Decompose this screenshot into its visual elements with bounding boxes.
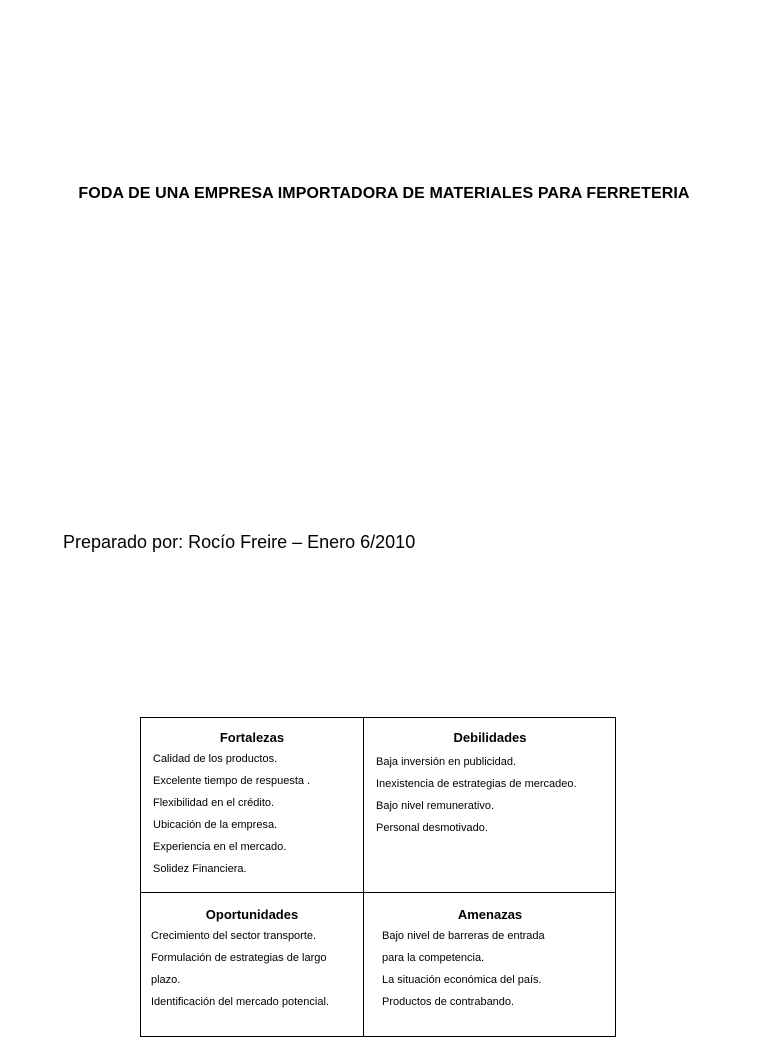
list-item: Solidez Financiera. (153, 863, 247, 875)
list-item: Flexibilidad en el crédito. (153, 797, 275, 809)
list-oportunidades (141, 925, 363, 1013)
list-item: Baja inversión en publicidad. (376, 756, 517, 768)
cell-fortalezas (141, 718, 363, 880)
list-item: Crecimiento del sector transporte. (151, 930, 317, 942)
heading-debilidades: Debilidades (453, 730, 527, 745)
list-debilidades (364, 751, 616, 839)
cell-debilidades (364, 718, 616, 839)
list-item: Excelente tiempo de respuesta . (153, 775, 311, 787)
swot-table (140, 717, 616, 1037)
list-item: La situación económica del país. (382, 974, 542, 986)
heading-oportunidades: Oportunidades (205, 907, 299, 922)
cell-amenazas (364, 893, 616, 1013)
heading-fortalezas: Fortalezas (219, 730, 285, 745)
list-fortalezas (141, 748, 363, 880)
list-item: Inexistencia de estrategias de mercadeo. (376, 778, 577, 790)
list-item: Productos de contrabando. (382, 996, 515, 1008)
document-title: FODA DE UNA EMPRESA IMPORTADORA DE MATERIALES PARA FERRETERIA (78, 185, 690, 202)
list-item: para la competencia. (382, 952, 485, 964)
cell-oportunidades (141, 893, 363, 1013)
prepared-by-line: Preparado por: Rocío Freire – Enero 6/2010 (63, 532, 416, 552)
list-item: Formulación de estrategias de largo (151, 952, 327, 964)
list-item: Bajo nivel remunerativo. (376, 800, 495, 812)
heading-amenazas: Amenazas (457, 907, 523, 922)
list-item: Personal desmotivado. (376, 822, 488, 834)
list-item: plazo. (151, 974, 181, 986)
list-item: Bajo nivel de barreras de entrada (382, 930, 545, 942)
list-item: Ubicación de la empresa. (153, 819, 278, 831)
list-item: Identificación del mercado potencial. (151, 996, 329, 1008)
list-amenazas (364, 925, 616, 1013)
list-item: Experiencia en el mercado. (153, 841, 287, 853)
list-item: Calidad de los productos. (153, 753, 278, 765)
